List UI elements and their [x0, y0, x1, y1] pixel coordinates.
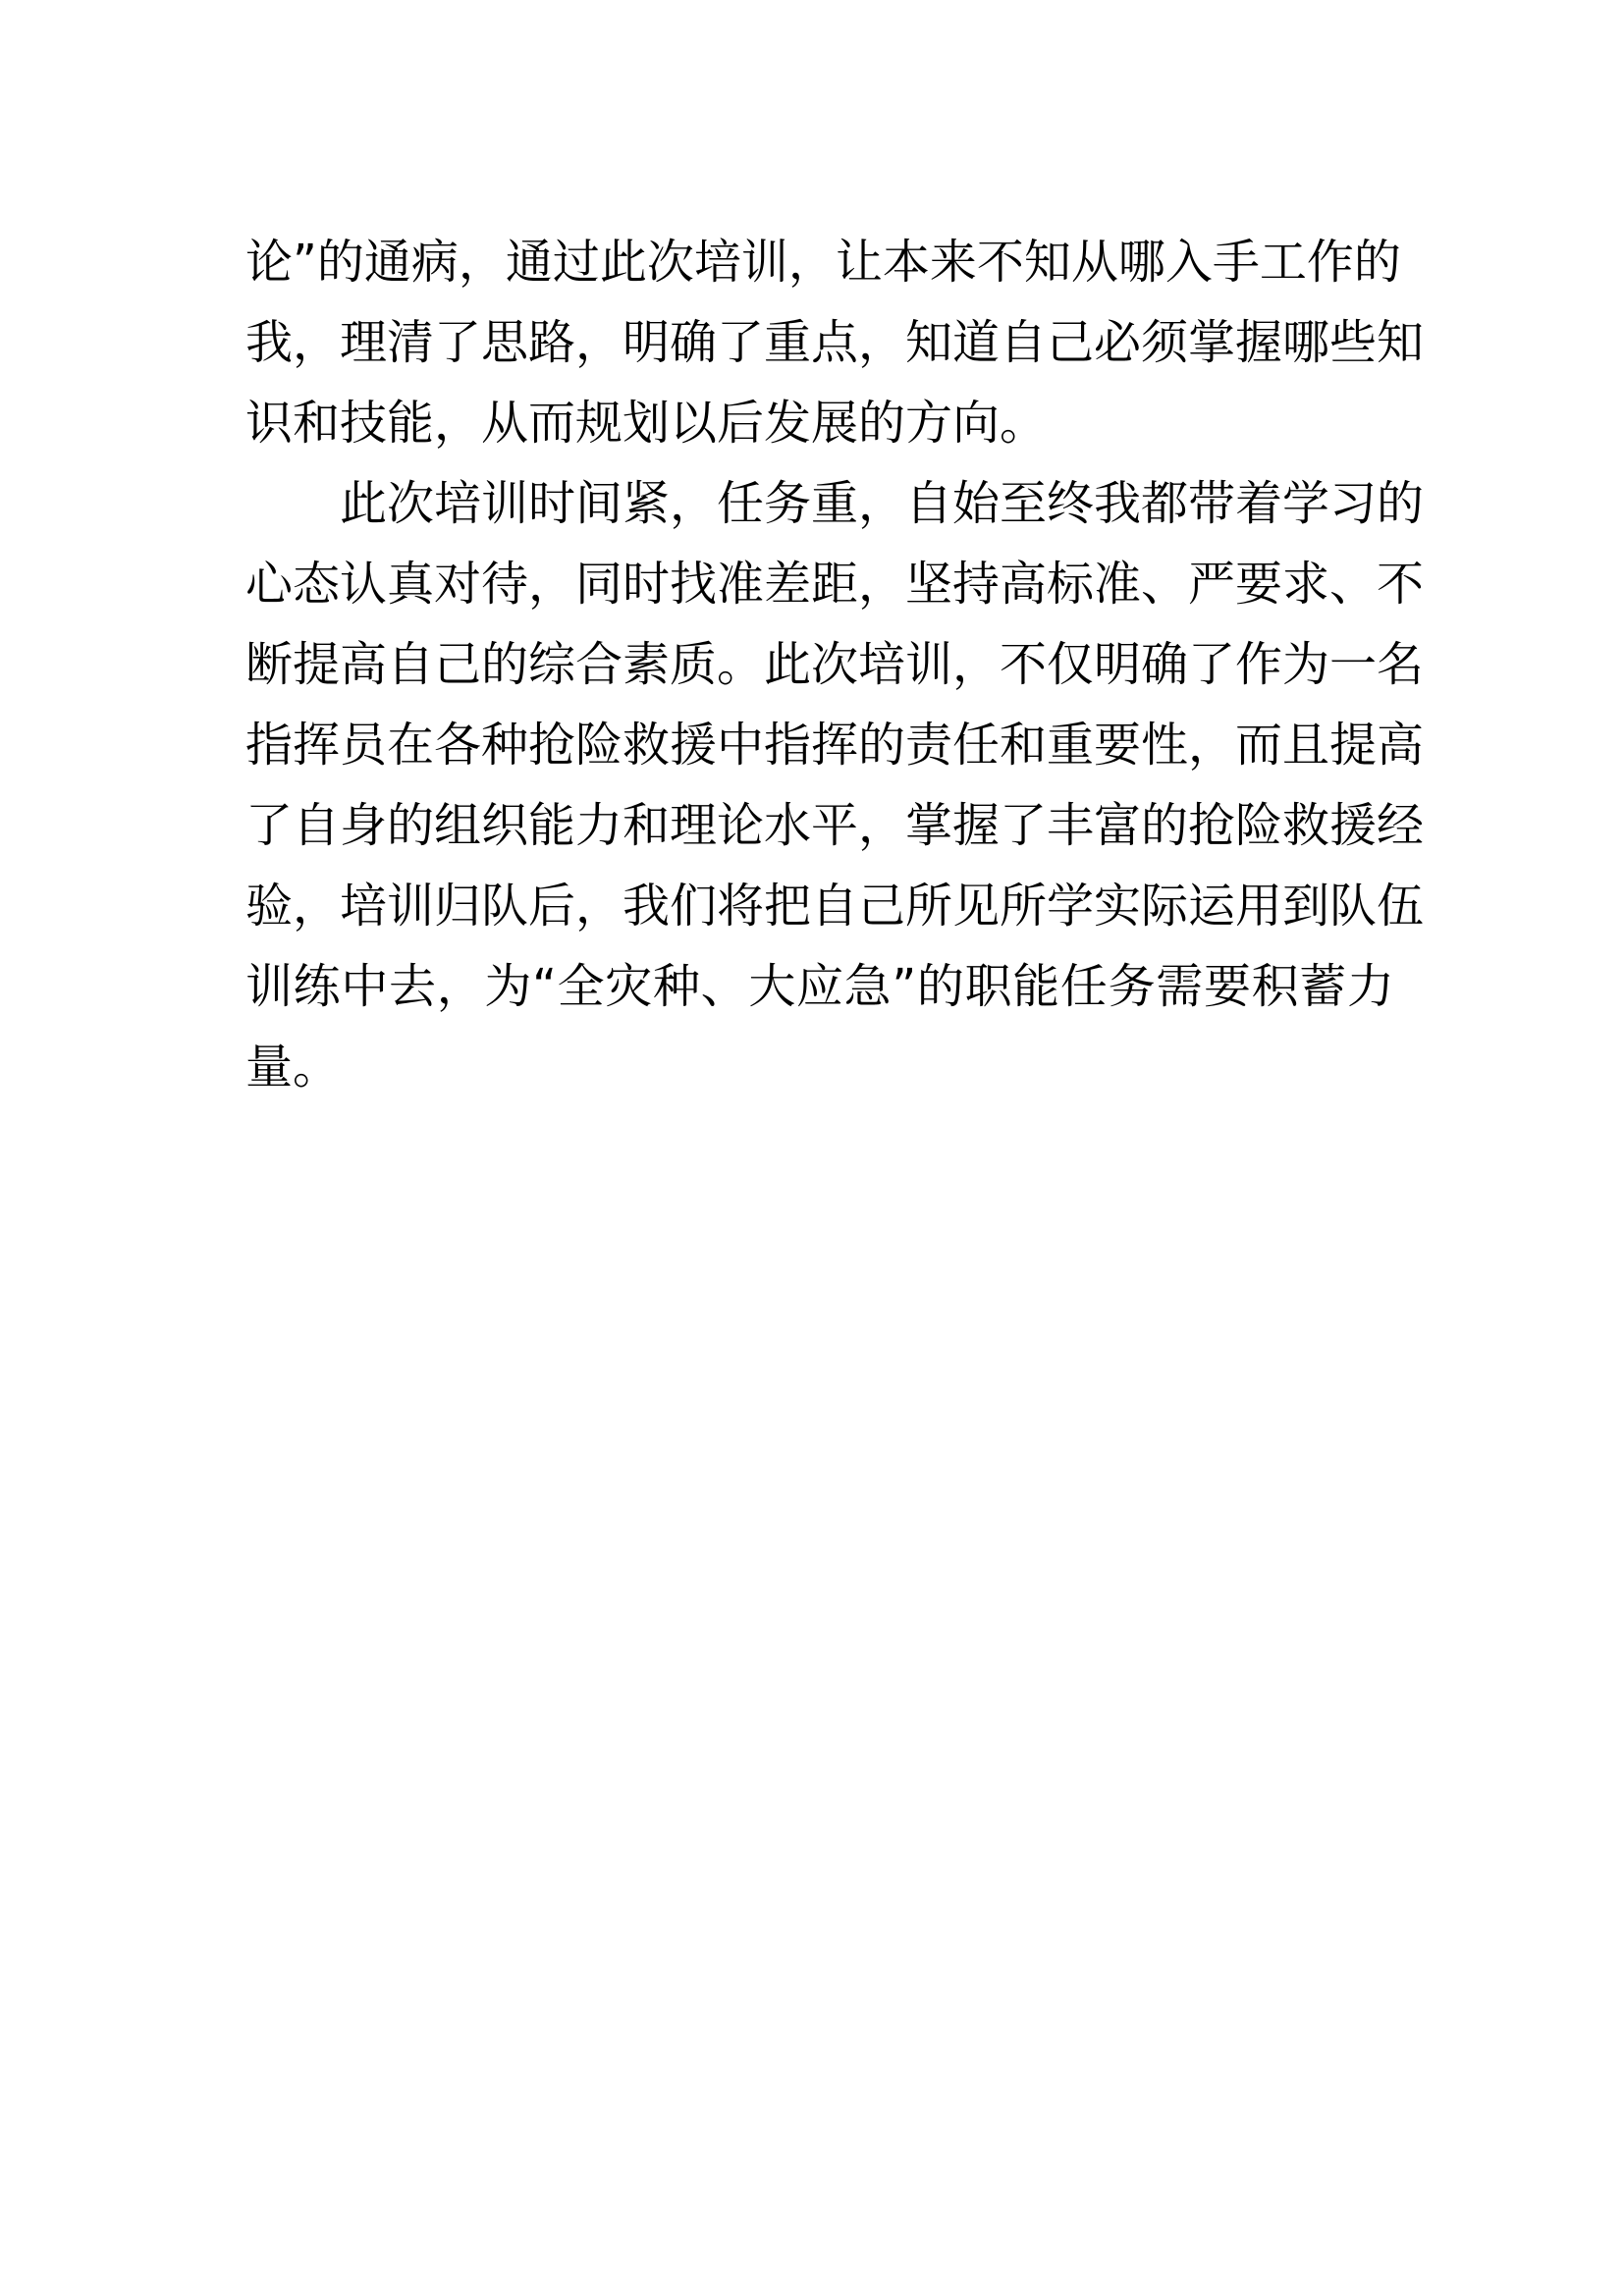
text-line: 断提高自己的综合素质。此次培训，不仅明确了作为一名 — [245, 637, 1425, 692]
text-line: 识和技能，从而规划以后发展的方向。 — [245, 396, 1048, 451]
text-line: 心态认真对待，同时找准差距，坚持高标准、严要求、不 — [245, 557, 1425, 612]
text-line: 量。 — [245, 1040, 341, 1095]
text-line: 训练中去，为“全灾种、大应急”的职能任务需要积蓄力 — [245, 959, 1394, 1014]
text-line: 了自身的组织能力和理论水平，掌握了丰富的抢险救援经 — [245, 798, 1425, 853]
text-line: 我，理清了思路，明确了重点，知道自己必须掌握哪些知 — [245, 315, 1425, 370]
text-line: 论”的通病，通过此次培训，让本来不知从哪入手工作的 — [245, 235, 1401, 290]
text-line: 验，培训归队后，我们将把自己所见所学实际运用到队伍 — [245, 879, 1425, 934]
body-text — [245, 222, 1425, 1107]
text-line: 指挥员在各种抢险救援中指挥的责任和重要性，而且提高 — [245, 718, 1425, 773]
text-line: 此次培训时间紧，任务重，自始至终我都带着学习的 — [245, 476, 1425, 531]
